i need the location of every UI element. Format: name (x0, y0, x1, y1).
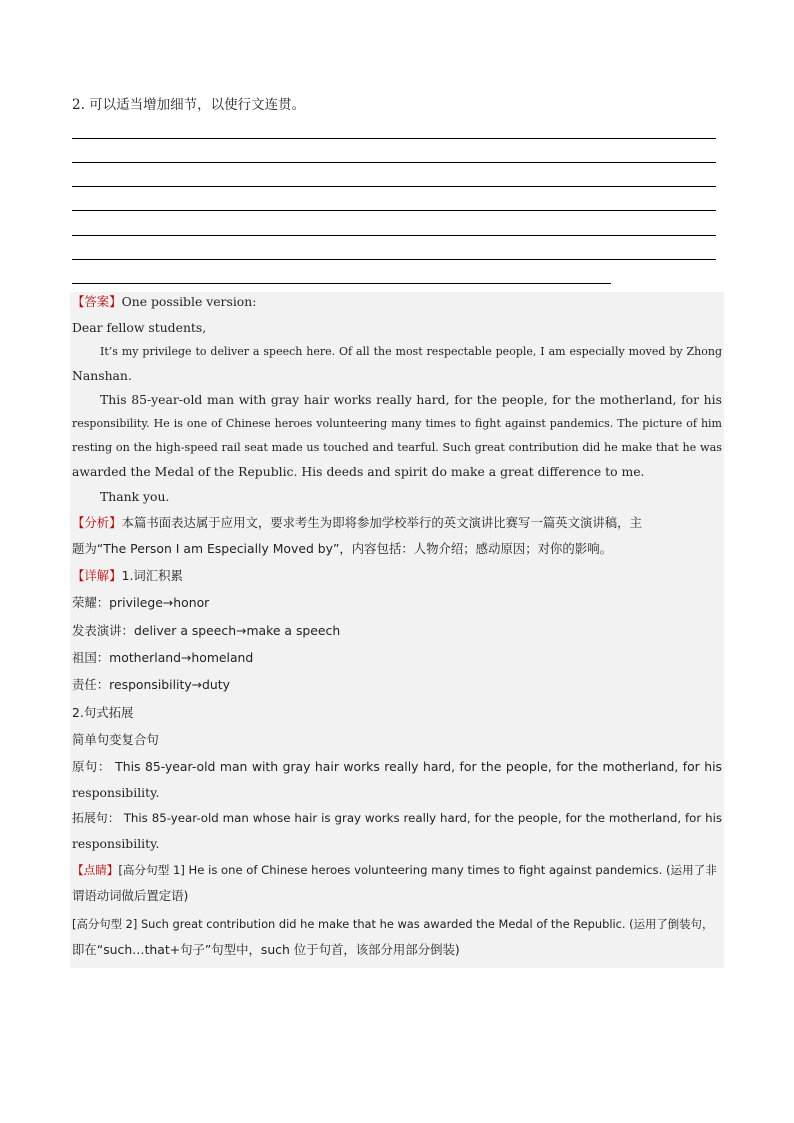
highlight-line (72, 858, 722, 882)
answer-line (72, 210, 716, 211)
answer-line (72, 235, 716, 236)
analysis-text: 本篇书面表达属于应用文，要求考生为即将参加学校举行的英文演讲比赛写一篇英文演讲稿，主 (121, 515, 642, 530)
answer-line (72, 259, 716, 260)
extended-sentence-line: responsibility. (72, 836, 160, 851)
answer-paragraph-1-line: It’s my privilege to deliver a speech here. Of all the most respectable people, I am especially moved by Zhong (100, 345, 722, 358)
extended-sentence-line: 拓展句： This 85-year-old man whose hair is gray works really hard, for the people, for the motherland, for his (72, 811, 722, 825)
answer-line (72, 283, 611, 284)
detail-heading-text: 1.词汇积累 (121, 568, 183, 583)
answer-paragraph-2-line: resting on the high-speed rail seat made us touched and tearful. Such great contribution did he make that he was (72, 441, 722, 454)
detail-heading (72, 564, 722, 588)
answer-line (72, 162, 716, 163)
question-heading: 2. 可以适当增加细节，以使行文连贯。 (72, 97, 306, 113)
vocab-item: 发表演讲：deliver a speech→make a speech (72, 623, 341, 638)
section-heading: 2.句式拓展 (72, 705, 134, 720)
answer-line (72, 138, 716, 139)
highlight-tag: 【点睛】 (72, 863, 119, 877)
analysis-line (72, 511, 722, 535)
answer-greeting: Dear fellow students, (72, 320, 207, 335)
analysis-tag: 【分析】 (72, 515, 122, 530)
answer-closing: Thank you. (100, 489, 170, 504)
vocab-item: 责任：responsibility→duty (72, 677, 230, 692)
original-sentence-line: responsibility. (72, 785, 160, 800)
original-sentence-line: 原句： This 85-year-old man with gray hair works really hard, for the people, for the motherland, for his (72, 759, 722, 774)
answer-intro-text: One possible version: (121, 294, 257, 309)
answer-paragraph-2-line: responsibility. He is one of Chinese heroes volunteering many times to fight against pandemics. The picture of him (72, 417, 722, 430)
analysis-line: 题为“The Person I am Especially Moved by”，内容包括：人物介绍；感动原因；对你的影响。 (72, 541, 612, 556)
answer-line (72, 186, 716, 187)
detail-tag: 【详解】 (72, 568, 122, 583)
section-subheading: 简单句变复合句 (72, 732, 159, 747)
answer-tag: 【答案】 (72, 294, 122, 309)
answer-paragraph-1-line: Nanshan. (72, 368, 132, 383)
vocab-item: 祖国：motherland→homeland (72, 650, 254, 665)
vocab-item: 荣耀：privilege→honor (72, 595, 210, 610)
highlight-line: 谓语动词做后置定语) (72, 888, 189, 903)
answer-intro (72, 290, 722, 314)
highlight-line: 即在“such…that+句子”句型中，such 位于句首，该部分用部分倒装) (72, 942, 460, 957)
highlight-line: [高分句型 2] Such great contribution did he make that he was awarded the Medal of the Republic. (运用了倒装句， (72, 917, 714, 931)
answer-paragraph-2-line: This 85-year-old man with gray hair works really hard, for the people, for the motherland, for his (100, 392, 722, 407)
answer-paragraph-2-line: awarded the Medal of the Republic. His deeds and spirit do make a great difference to me. (72, 464, 645, 479)
highlight-text: [高分句型 1] He is one of Chinese heroes volunteering many times to fight against pandemics. (运用了非 (118, 863, 717, 877)
